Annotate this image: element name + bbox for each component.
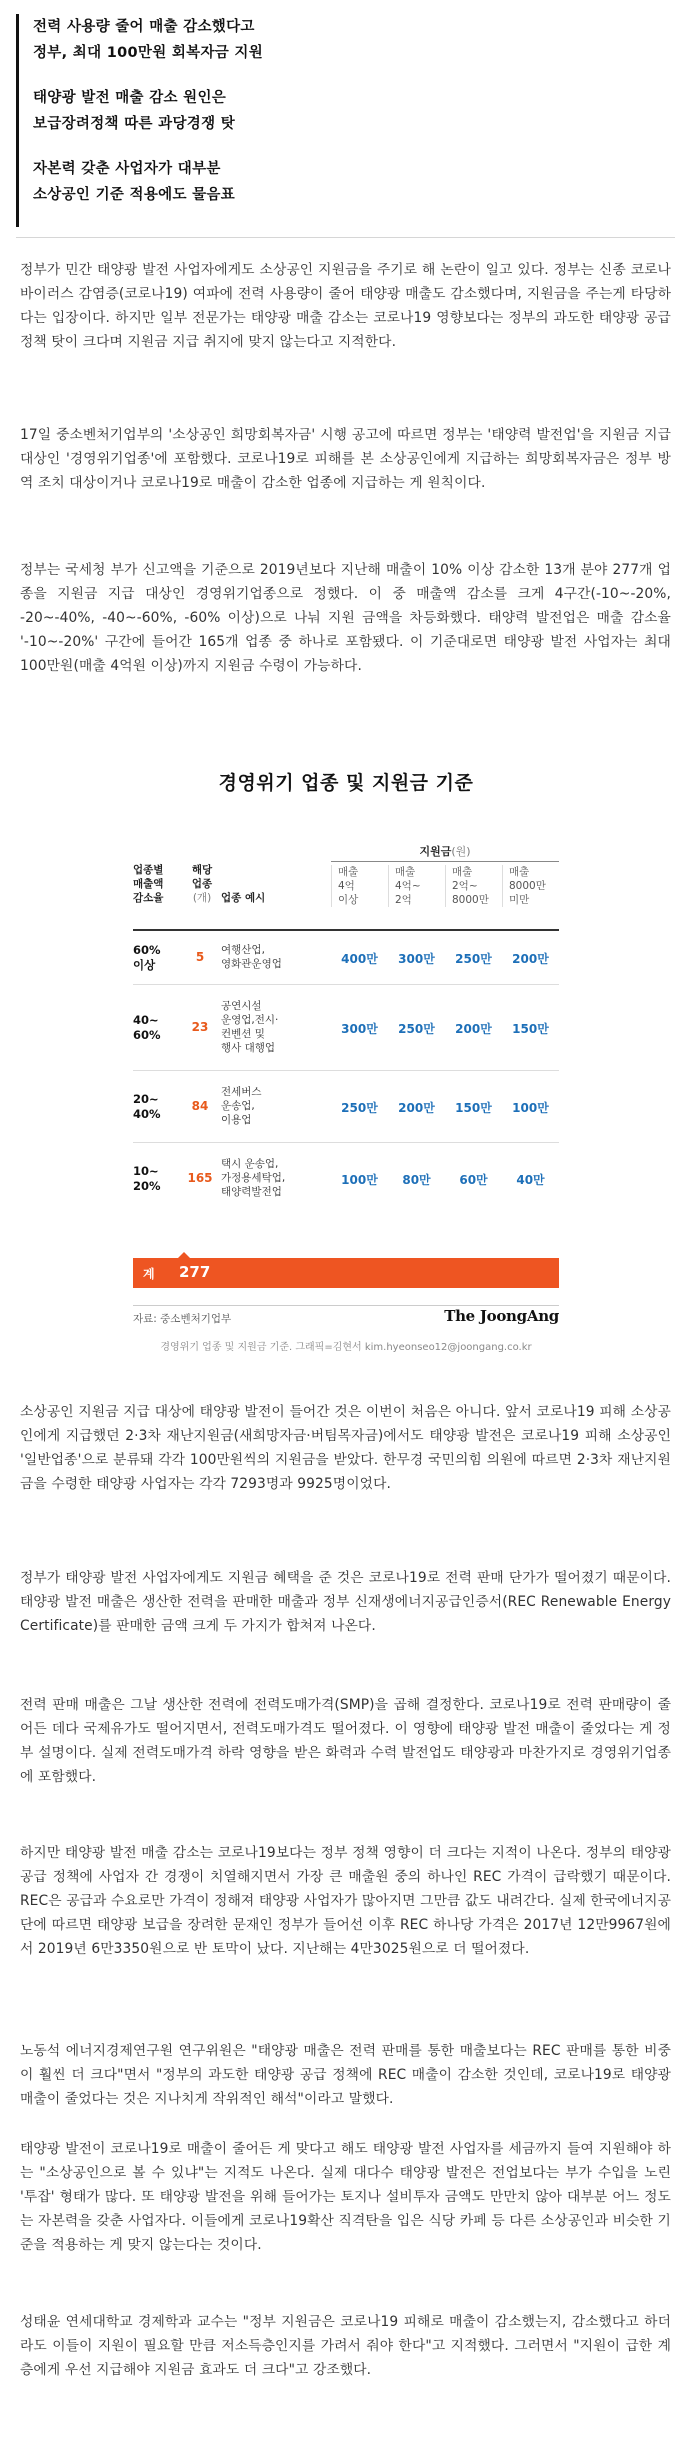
summary-line: 소상공인 기준 적용에도 물음표 — [33, 187, 236, 203]
industry-count: 23 — [191, 1020, 209, 1034]
support-amount: 400만 — [341, 952, 378, 966]
support-amount: 250만 — [398, 1022, 435, 1036]
decline-rate: 20~ 40% — [133, 1092, 161, 1121]
header-support-amount: 지원금(원) — [419, 845, 471, 858]
header-industry-count: 해당 업종 (개) — [191, 864, 213, 904]
support-amount: 250만 — [341, 1101, 378, 1115]
graphic-caption: 경영위기 업종 및 지원금 기준. 그래픽=김현서 kim.hyeonseo12@joongang.co.kr — [160, 1342, 532, 1353]
header-sales-tier: 매출 4억~ 2억 — [388, 865, 445, 907]
support-amount: 150만 — [512, 1022, 549, 1036]
header-industry-examples: 업종 예시 — [221, 892, 266, 904]
source-credit: 자료: 중소벤처기업부 — [133, 1313, 232, 1325]
support-amount: 40만 — [516, 1173, 545, 1187]
article-paragraph: 정부가 민간 태양광 발전 사업자에게도 소상공인 지원금을 주기로 해 논란이 일고 있다. 정부는 신종 코로나바이러스 감염증(코로나19) 여파에 전력 사용량이 줄어 태양광 매출도 감소했다며, 지원금을 주는게 타당하다는 입장이다. 하지만 일부 전문가는 태양광 매출 감소는 코로나19 영향보다는 정부의 과도한 태양광 공급 정책 탓이 크다며 지원금 지급 취지에 맞지 않는다고 지적한다. — [20, 262, 671, 350]
infographic — [133, 768, 559, 1353]
total-value: 277 — [179, 1263, 211, 1281]
support-amount: 150만 — [455, 1101, 492, 1115]
table-row — [133, 1143, 559, 1215]
industry-examples: 택시 운송업, 가정용세탁업, 태양력발전업 — [221, 1158, 286, 1198]
article-paragraph: 태양광 발전이 코로나19로 매출이 줄어든 게 맞다고 해도 태양광 발전 사업자를 세금까지 들여 지원해야 하는 "소상공인으로 볼 수 있냐"는 지적도 나온다. 실제 대다수 태양광 발전은 전업보다는 부가 수입을 노린 '투잡' 형태가 많다. 또 태양광 발전을 위해 들어가는 토지나 설비투자 금액도 만만치 않아 대부분 어느 정도는 자본력을 갖춘 사업자다. 이들에게 코로나19확산 직격탄을 입은 식당 카페 등 다른 소상공인과 비슷한 기준을 적용하는 게 맞지 않는다는 것이다. — [20, 2141, 671, 2253]
article-summary — [16, 14, 346, 227]
total-bar — [133, 1258, 559, 1288]
support-amount: 100만 — [341, 1173, 378, 1187]
support-amount: 300만 — [398, 952, 435, 966]
table-row — [133, 985, 559, 1071]
decline-rate: 40~ 60% — [133, 1013, 161, 1042]
header-sales-tier: 매출 8000만 미만 — [502, 865, 559, 907]
header-rule — [133, 929, 559, 931]
total-label: 계 — [143, 1267, 155, 1281]
table-row — [133, 1071, 559, 1143]
industry-count: 5 — [195, 950, 205, 964]
article-paragraph: 노동석 에너지경제연구원 연구위원은 "태양광 매출은 전력 판매를 통한 매출보다는 REC 판매를 통한 비중이 훨씬 더 크다"면서 "정부의 과도한 태양광 공급 정책에 REC 매출이 감소한 것인데, 코로나19로 태양광 매출이 줄었다는 것은 지나치게 작위적인 해석"이라고 말했다. — [20, 2043, 671, 2107]
industry-examples: 공연시설 운영업,전시· 컨벤션 및 행사 대행업 — [221, 1000, 279, 1054]
support-amount: 200만 — [512, 952, 549, 966]
decline-rate: 10~ 20% — [133, 1164, 161, 1193]
header-sales-decline-rate: 업종별 매출액 감소율 — [133, 864, 164, 904]
support-amount: 250만 — [455, 952, 492, 966]
industry-examples: 여행산업, 영화관운영업 — [221, 944, 282, 970]
article-paragraph: 전력 판매 매출은 그날 생산한 전력에 전력도매가격(SMP)을 곱해 결정한다. 코로나19로 전력 판매량이 줄어든 데다 국제유가도 떨어지면서, 전력도매가격도 떨어졌다. 이 영향에 태양광 발전 매출이 줄었다는 게 정부 설명이다. 실제 전력도매가격 하락 영향을 받은 화력과 수력 발전업도 태양광과 마찬가지로 경영위기업종에 포함했다. — [20, 1697, 671, 1785]
decline-rate: 60% 이상 — [133, 943, 161, 972]
support-amount: 200만 — [398, 1101, 435, 1115]
support-amount: 200만 — [455, 1022, 492, 1036]
article-paragraph: 정부가 태양광 발전 사업자에게도 지원금 혜택을 준 것은 코로나19로 전력 판매 단가가 떨어졌기 때문이다. 태양광 발전 매출은 생산한 전력을 판매한 매출과 정부 신재생에너지공급인증서(REC Renewable Energy Certificate)를 판매한 금액 크게 두 가지가 합쳐져 나온다. — [20, 1570, 671, 1634]
article-paragraph: 성태윤 연세대학교 경제학과 교수는 "정부 지원금은 코로나19 피해로 매출이 감소했는지, 감소했다고 하더라도 이들이 지원이 필요할 만큼 저소득층인지를 가려서 줘야 한다"고 지적했다. 그러면서 "지원이 급한 계층에게 우선 지급해야 지원금 효과도 더 크다"고 강조했다. — [20, 2314, 671, 2378]
summary-line: 보급장려정책 따른 과당경쟁 탓 — [33, 116, 236, 132]
support-amount: 60만 — [459, 1173, 488, 1187]
summary-group — [33, 85, 346, 137]
support-amount: 80만 — [402, 1173, 431, 1187]
article-paragraph: 하지만 태양광 발전 매출 감소는 코로나19보다는 정부 정책 영향이 더 크다는 지적이 나온다. 정부의 태양광 공급 정책에 사업자 간 경쟁이 치열해지면서 가장 큰 매출원 중의 하나인 REC 가격이 급락했기 때문이다. REC은 공급과 수요로만 가격이 정해져 태양광 사업자가 많아지면 그만큼 값도 내려간다. 실제 한국에너지공단에 따르면 태양광 보급을 장려한 문재인 정부가 들어선 이후 REC 하나당 가격은 2017년 12만9967원에서 2019년 6만3350원으로 반 토막이 났다. 지난해는 4만3025원으로 더 떨어졌다. — [20, 1845, 671, 1957]
table-row — [133, 932, 559, 985]
industry-count: 165 — [187, 1171, 213, 1185]
support-amount: 100만 — [512, 1101, 549, 1115]
header-support-rule — [331, 861, 559, 862]
support-amount: 300만 — [341, 1022, 378, 1036]
summary-line: 자본력 갖춘 사업자가 대부분 — [33, 161, 221, 177]
article-paragraph: 정부는 국세청 부가 신고액을 기준으로 2019년보다 지난해 매출이 10% 이상 감소한 13개 분야 277개 업종을 지원금 지급 대상인 경영위기업종으로 정했다. 이 중 매출액 감소를 크게 4구간(-10~-20%, -20~-40%, -40~-60%, -60% 이상)으로 나눠 지원 금액을 차등화했다. 태양력 발전업은 매출 감소율 '-10~-20%' 구간에 들어간 165개 업종 중 하나로 포함됐다. 이 기준대로면 태양광 발전 사업자는 최대 100만원(매출 4억원 이상)까지 지원금 수령이 가능하다. — [20, 562, 671, 674]
summary-line: 정부, 최대 100만원 회복자금 지원 — [33, 45, 264, 61]
industry-examples: 전세버스 운송업, 이용업 — [221, 1086, 262, 1126]
header-sales-tier: 매출 4억 이상 — [331, 865, 388, 907]
infographic-title: 경영위기 업종 및 지원금 기준 — [218, 772, 474, 794]
industry-count: 84 — [191, 1099, 209, 1113]
summary-group — [33, 14, 346, 66]
summary-line: 태양광 발전 매출 감소 원인은 — [33, 90, 227, 106]
source-rule — [133, 1305, 559, 1306]
summary-line: 전력 사용량 줄어 매출 감소했다고 — [33, 19, 255, 35]
summary-divider — [16, 237, 675, 238]
article-paragraph: 17일 중소벤처기업부의 '소상공인 희망회복자금' 시행 공고에 따르면 정부는 '태양력 발전업'을 지원금 지급 대상인 '경영위기업종'에 포함했다. 코로나19로 피해를 본 소상공인에게 지급하는 희망회복자금은 정부 방역 조치 대상이거나 코로나19로 매출이 감소한 업종에 지급하는 게 원칙이다. — [20, 427, 671, 491]
joongang-logo: The JoongAng — [444, 1307, 559, 1325]
summary-group — [33, 156, 346, 208]
article-paragraph: 소상공인 지원금 지급 대상에 태양광 발전이 들어간 것은 이번이 처음은 아니다. 앞서 코로나19 피해 소상공인에게 지급했던 2·3차 재난지원금(새희망자금·버팀목자금)에서도 태양광 발전은 코로나19 피해 소상공인 '일반업종'으로 분류돼 각각 100만원씩의 지원금을 받았다. 한무경 국민의힘 의원에 따르면 2·3차 재난지원금을 수령한 태양광 사업자는 각각 7293명과 9925명이었다. — [20, 1404, 671, 1492]
header-sales-tier: 매출 2억~ 8000만 — [445, 865, 502, 907]
